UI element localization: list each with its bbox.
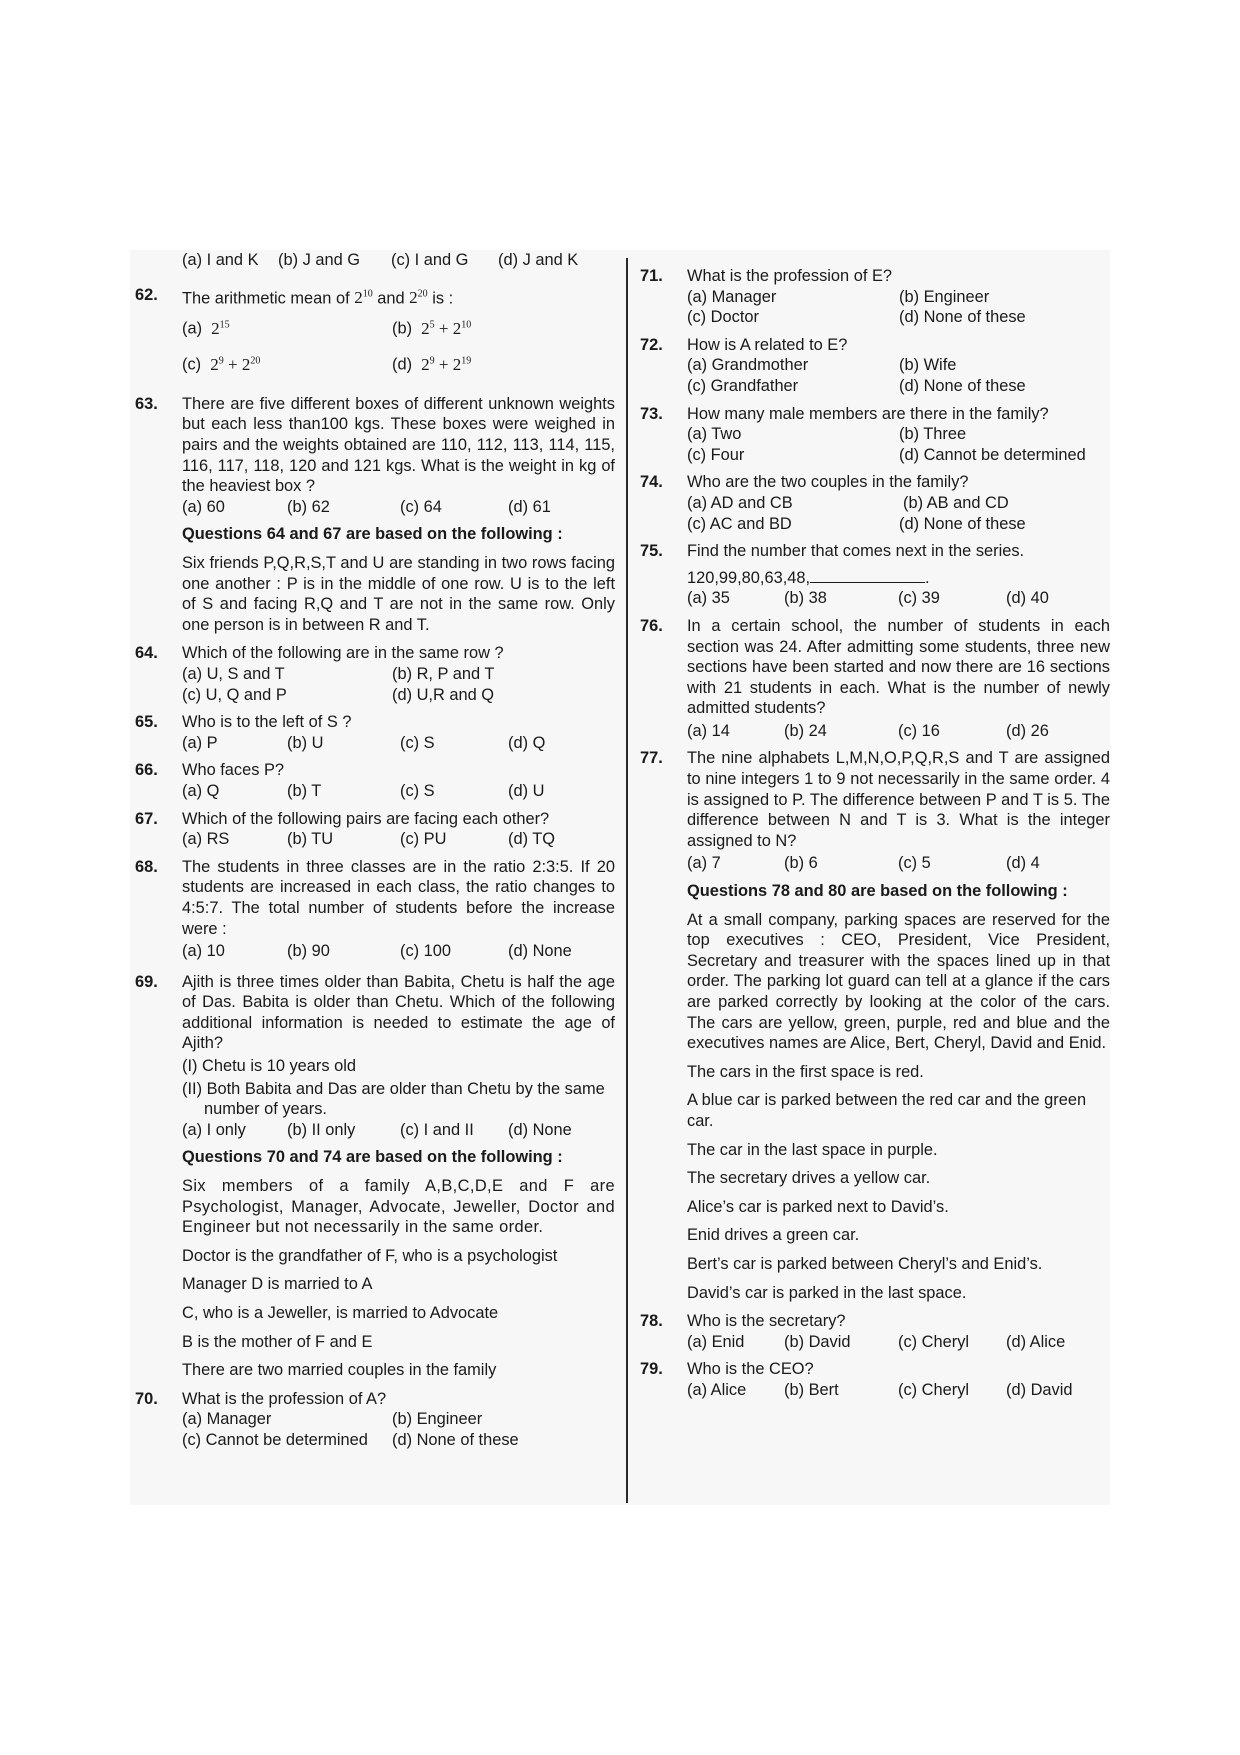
option-a: (a) $2^{15}$ <box>182 318 230 338</box>
question-options <box>687 424 1110 465</box>
option-a: (a) RS <box>182 830 230 849</box>
question-text: Who is to the left of S ? <box>182 713 352 732</box>
question-options <box>687 287 1110 328</box>
right-column <box>640 266 1110 1408</box>
question-78 <box>640 1311 1110 1352</box>
question-number: 64. <box>135 644 158 663</box>
question-text: The arithmetic mean of $2^{10}$ and $2^{20}$ is : <box>182 288 454 308</box>
option-a: (a) Enid <box>687 1332 745 1351</box>
option-b: (b) J and G <box>278 251 360 269</box>
fact-statement: C, who is a Jeweller, is married to Advocate <box>182 1304 499 1322</box>
question-options <box>687 1380 1110 1401</box>
option-a: (a) P <box>182 733 218 752</box>
question-number: 72. <box>640 335 663 354</box>
question-number: 66. <box>135 761 158 780</box>
question-text: How many male members are there in the family? <box>687 404 1049 423</box>
option-c: (c) 16 <box>898 721 940 740</box>
question-69 <box>135 972 615 1141</box>
question-number: 79. <box>640 1360 663 1379</box>
prev-question-options <box>135 250 615 271</box>
question-number: 62. <box>135 285 158 304</box>
column-divider <box>626 258 628 1503</box>
option-b: (b) TU <box>287 830 334 849</box>
question-77 <box>640 748 1110 874</box>
question-number: 77. <box>640 749 663 768</box>
option-b: (b) R, P and T <box>392 664 495 683</box>
question-74 <box>640 472 1110 534</box>
question-text: Who is the secretary? <box>687 1312 846 1331</box>
info-statement-1: (I) Chetu is 10 years old <box>182 1057 356 1076</box>
option-a: (a) U, S and T <box>182 664 285 683</box>
question-73 <box>640 404 1110 466</box>
option-a: (a) Alice <box>687 1380 747 1399</box>
fact-statement: B is the mother of F and E <box>182 1332 373 1351</box>
question-number: 67. <box>135 809 158 828</box>
question-options <box>687 1332 1110 1353</box>
option-a: (a) 10 <box>182 942 225 961</box>
section-heading: Questions 78 and 80 are based on the following : <box>687 882 1068 901</box>
option-d: (d) None of these <box>899 376 1026 395</box>
question-options <box>687 355 1110 396</box>
fact-statement: David’s car is parked in the last space. <box>687 1283 967 1302</box>
question-number: 63. <box>135 394 158 413</box>
fact-statement: Bert’s car is parked between Cheryl’s and Enid’s. <box>687 1254 1043 1273</box>
option-b: (b) II only <box>287 1120 356 1139</box>
option-b: (b) Bert <box>784 1380 839 1399</box>
option-b: (b) Wife <box>899 356 957 375</box>
question-options <box>182 664 615 705</box>
question-66 <box>135 760 615 801</box>
option-d: (d) 40 <box>1006 589 1049 608</box>
question-number: 76. <box>640 616 663 635</box>
question-65 <box>135 712 615 753</box>
question-text: How is A related to E? <box>687 335 848 354</box>
passage: At a small company, parking spaces are reserved for the top executives : CEO, President, Vice President, Secretary and treasurer with the spaces lined up in that order. The parking lot guard can tell at a glance if the cars are parked correctly by looking at the color of the cars. The cars are yellow, green, purple, red and blue and the executives names are Alice, Bert, Cheryl, David and Enid. <box>687 910 1110 1053</box>
question-76 <box>640 616 1110 742</box>
option-b: (b) U <box>287 733 324 752</box>
fact-statement: Manager D is married to A <box>182 1275 373 1294</box>
option-a: (a) I and K <box>182 251 259 269</box>
answer-blank <box>810 568 925 583</box>
option-d: (d) $2^9 + 2^{19}$ <box>392 354 472 374</box>
option-d: (d) 61 <box>508 497 551 516</box>
fact-statement: Alice’s car is parked next to David’s. <box>687 1197 949 1216</box>
fact-statement: Enid drives a green car. <box>687 1226 860 1245</box>
section-heading: Questions 64 and 67 are based on the following : <box>182 525 563 544</box>
option-a: (a) Q <box>182 781 220 800</box>
option-c: (c) Doctor <box>687 308 759 327</box>
question-number: 73. <box>640 404 663 423</box>
question-text: In a certain school, the number of students in each section was 24. After admitting some students, three new sections have been started and now there are 16 sections with 21 students in each. What is the number of newly admitted students? <box>687 616 1110 718</box>
option-c: (c) I and II <box>400 1120 474 1139</box>
question-79 <box>640 1359 1110 1400</box>
question-text: Which of the following pairs are facing each other? <box>182 809 550 828</box>
section-heading: Questions 70 and 74 are based on the following : <box>182 1148 563 1167</box>
question-options <box>182 1409 615 1450</box>
option-c: (c) 39 <box>898 589 940 608</box>
option-d: (d) U <box>508 781 545 800</box>
option-c: (c) 64 <box>400 497 442 516</box>
option-a: (a) I only <box>182 1120 246 1139</box>
question-options <box>182 781 615 802</box>
question-options <box>182 315 615 387</box>
question-75 <box>640 541 1110 609</box>
question-70 <box>135 1389 615 1451</box>
option-c: (c) I and G <box>391 251 469 269</box>
option-d: (d) U,R and Q <box>392 685 495 704</box>
option-c: (c) Grandfather <box>687 376 799 395</box>
question-options <box>182 1120 615 1141</box>
option-b: (b) Engineer <box>899 287 990 306</box>
number-series: 120,99,80,63,48, . <box>687 568 930 587</box>
passage: Six friends P,Q,R,S,T and U are standing in two rows facing one another : P is in the middle of one row. U is to the left of S and facing R,Q and T are not in the same row. Only one person is in between R and T. <box>182 554 615 634</box>
left-column <box>135 250 615 1458</box>
option-d: (d) 4 <box>1006 854 1040 873</box>
option-d: (d) J and K <box>498 251 579 269</box>
option-d: (d) Cannot be determined <box>899 445 1086 464</box>
question-text: Who is the CEO? <box>687 1360 814 1379</box>
option-d: (d) None of these <box>392 1430 519 1449</box>
option-b: (b) 38 <box>784 589 827 608</box>
option-c: (c) Cheryl <box>898 1380 970 1399</box>
fact-statement: A blue car is parked between the red car and the green car. <box>687 1091 1087 1130</box>
option-a: (a) 14 <box>687 721 730 740</box>
info-statement-2: (II) Both Babita and Das are older than Chetu by the same number of years. <box>182 1079 605 1119</box>
option-a: (a) Manager <box>687 287 777 306</box>
question-text: Which of the following are in the same row ? <box>182 644 504 663</box>
question-63 <box>135 394 615 518</box>
option-c: (c) $2^9 + 2^{20}$ <box>182 354 261 374</box>
option-b: (b) 90 <box>287 942 330 961</box>
option-a: (a) Two <box>687 425 742 444</box>
option-c: (c) 5 <box>898 854 931 873</box>
option-c: (c) PU <box>400 830 447 849</box>
option-d: (d) TQ <box>508 830 556 849</box>
fact-statement: Doctor is the grandfather of F, who is a psychologist <box>182 1246 558 1265</box>
question-number: 71. <box>640 267 663 285</box>
question-number: 70. <box>135 1389 158 1408</box>
question-text: What is the profession of E? <box>687 267 892 285</box>
fact-statement: The cars in the first space is red. <box>687 1062 924 1081</box>
option-b: (b) Engineer <box>392 1410 483 1429</box>
option-a: (a) Manager <box>182 1410 272 1429</box>
passage: Six members of a family A,B,C,D,E and F are Psychologist, Manager, Advocate, Jeweller, Doctor and Engineer but not necessarily in the same order. <box>182 1177 615 1237</box>
option-a: (a) Grandmother <box>687 356 809 375</box>
option-b: (b) $2^5 + 2^{10}$ <box>392 318 472 338</box>
question-options <box>182 829 615 850</box>
option-b: (b) David <box>784 1332 851 1351</box>
question-number: 75. <box>640 542 663 561</box>
question-number: 74. <box>640 473 663 492</box>
option-b: (b) T <box>287 781 322 800</box>
option-d: (d) David <box>1006 1380 1073 1399</box>
question-67 <box>135 809 615 850</box>
question-text: Find the number that comes next in the series. <box>687 542 1025 561</box>
option-d: (d) Alice <box>1006 1332 1066 1351</box>
option-b: (b) 24 <box>784 721 827 740</box>
option-c: (c) AC and BD <box>687 514 792 533</box>
question-options <box>182 497 615 518</box>
question-options <box>687 853 1110 874</box>
question-options <box>687 588 1110 609</box>
question-text: There are five different boxes of different unknown weights but each less than100 kgs. These boxes were weighed in pairs and the weights obtained are 110, 112, 113, 114, 115, 116, 117, 118, 120 and 121 kgs. What is the weight in kg of the heaviest box ? <box>182 394 615 496</box>
option-d: (d) None <box>508 942 572 961</box>
question-number: 65. <box>135 713 158 732</box>
question-71 <box>640 266 1110 328</box>
option-b: (b) 6 <box>784 854 818 873</box>
question-72 <box>640 335 1110 397</box>
option-a: (a) AD and CB <box>687 493 793 512</box>
question-text: Who are the two couples in the family? <box>687 473 969 492</box>
option-c: (c) Cheryl <box>898 1332 970 1351</box>
fact-statement: There are two married couples in the family <box>182 1361 497 1380</box>
option-c: (c) U, Q and P <box>182 685 287 704</box>
fact-statement: The secretary drives a yellow car. <box>687 1169 931 1188</box>
math-expression: $2^{20}$ <box>409 288 428 308</box>
option-a: (a) 35 <box>687 589 730 608</box>
question-text: The students in three classes are in the ratio 2:3:5. If 20 students are increased in each class, the ratio changes to 4:5:7. The total number of students before the increase were : <box>182 857 615 938</box>
option-d: (d) 26 <box>1006 721 1049 740</box>
question-62 <box>135 285 615 387</box>
option-c: (c) 100 <box>400 942 452 961</box>
question-text: The nine alphabets L,M,N,O,P,Q,R,S and T are assigned to nine integers 1 to 9 not necessarily in the same order. 4 is assigned to P. The difference between P and T is 5. The difference between N and T is 3. What is the integer assigned to N? <box>687 749 1110 850</box>
question-options <box>687 493 1110 534</box>
option-c: (c) S <box>400 781 435 800</box>
option-b: (b) Three <box>899 425 967 444</box>
question-options <box>687 721 1110 742</box>
question-number: 69. <box>135 972 158 991</box>
question-text: Who faces P? <box>182 761 285 780</box>
question-text: What is the profession of A? <box>182 1389 387 1408</box>
question-68 <box>135 857 615 962</box>
option-b: (b) 62 <box>287 497 330 516</box>
option-b: (b) AB and CD <box>903 493 1009 512</box>
question-options <box>182 733 615 754</box>
question-options <box>182 941 615 962</box>
option-d: (d) None of these <box>899 308 1026 327</box>
question-number: 78. <box>640 1312 663 1331</box>
option-c: (c) S <box>400 733 435 752</box>
question-64 <box>135 643 615 705</box>
question-text: Ajith is three times older than Babita, Chetu is half the age of Das. Babita is older than Chetu. Which of the following additional information is needed to estimate the age of Ajith? <box>182 972 615 1053</box>
option-d: (d) None <box>508 1120 572 1139</box>
option-a: (a) 7 <box>687 854 721 873</box>
option-c: (c) Four <box>687 445 745 464</box>
fact-statement: The car in the last space in purple. <box>687 1140 938 1159</box>
option-c: (c) Cannot be determined <box>182 1430 368 1449</box>
option-a: (a) 60 <box>182 497 225 516</box>
question-number: 68. <box>135 857 158 876</box>
option-d: (d) Q <box>508 733 546 752</box>
math-expression: $2^{10}$ <box>354 288 373 308</box>
option-d: (d) None of these <box>899 514 1026 533</box>
